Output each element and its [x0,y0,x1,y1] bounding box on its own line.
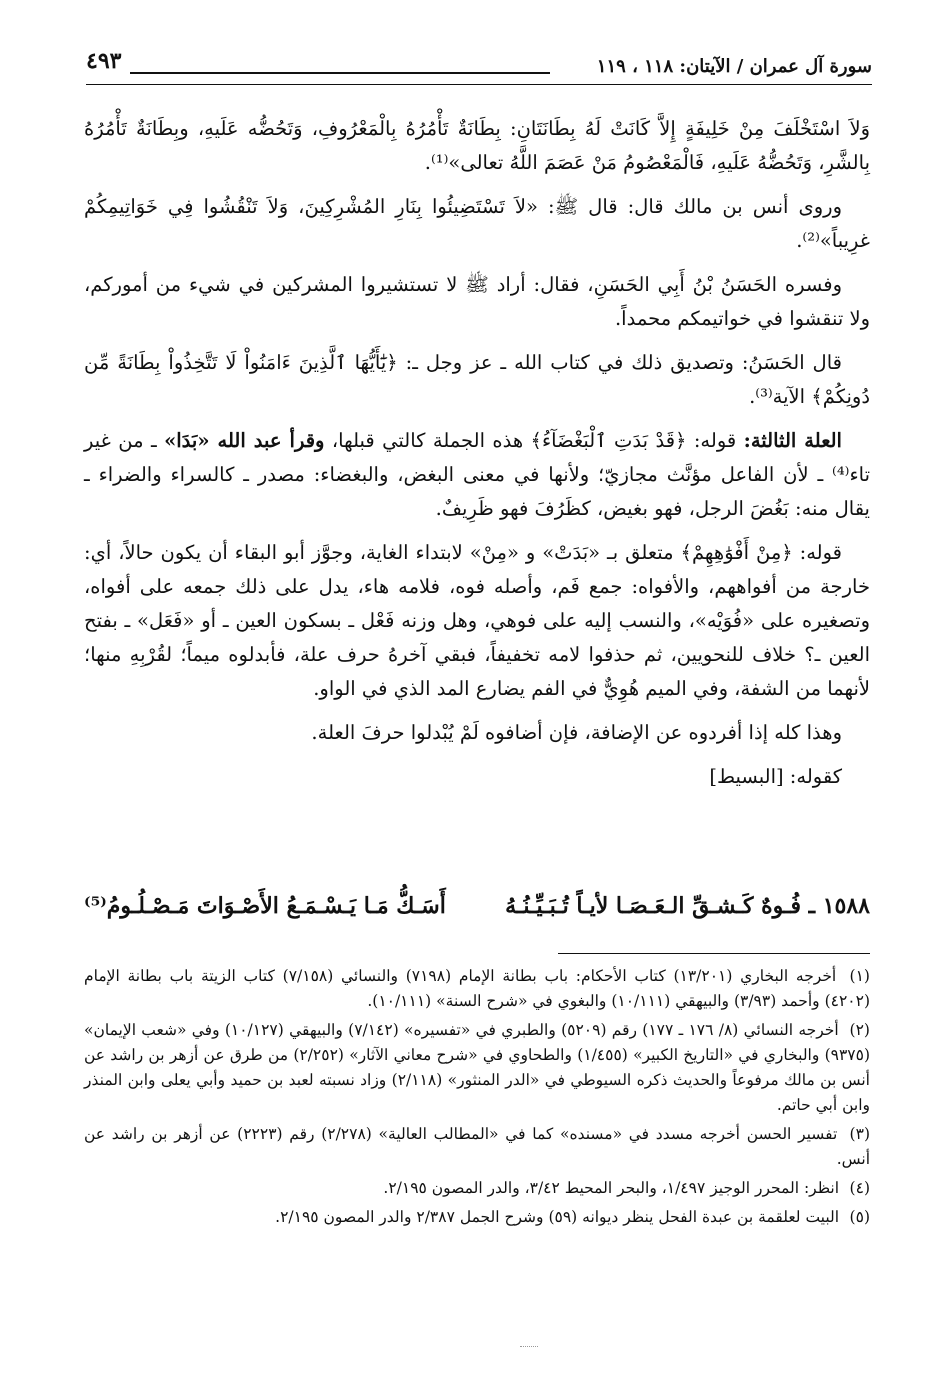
paragraph-anas-narration: وروى أنس بن مالك قال: قال ﷺ: «لاَ تَسْتَضِيئُوا بِنَارِ المُشْرِكِينَ، وَلاَ تَنْقُشُوا فِي خَوَاتِيمِكُمْ غرِيباً»⁽²⁾. [84,195,870,252]
main-text [84,112,870,804]
footnote-text: أخرجه البخاري (١٣/٢٠١) كتاب الأحكام: باب بطانة الإمام (٧١٩٨) والنسائي (٧/١٥٨) كتاب الزيتة باب بطانة الإمام (٤٢٠٢) وأحمد (٣/٩٣) والبيهقي (١٠/١١١) والبغوي في «شرح السنة» (١٠/١١١). [84,967,870,1010]
page-header [86,44,872,84]
paragraph-afwah: قوله: ﴿مِنْ أَفْوَٰهِهِمْ﴾ متعلق بـ «بَدَتْ» و «مِنْ» لابتداء الغاية، وجوَّز أبو البقاء أن يكون حالاً، أي: خارجة من أفواههم، والأفواه: جمع فَم، وأصله فوه، فلامه هاء، يدل على ذلك جمعه على أفواه، وتصغيره على «فُوَيْه»، والنسب إليه على فوهي، وهل وزنه فَعْل ـ بسكون العين ـ أو «فَعَل» ـ بفتح العين ـ؟ خلاف للنحويين، ثم حذفوا لامه تخفيفاً، فبقي آخرهُ حرف علة، فأبدلوه ميماً؛ لقُرْبِهِ منها؛ لأنهما من الشفة، وفي الميم هُوِيٌّ في الفم يضارع المد الذي في الواو. [84,541,870,700]
footnote-number: (١) [849,967,870,985]
footnote-number: (٤) [849,1179,870,1197]
footnote-3 [84,1122,870,1172]
footnote-text: أخرجه النسائي (٨/ ١٧٦ ـ ١٧٧) رقم (٥٢٠٩) والطبري في «تفسيره» (٧/١٤٢) والبيهقي (١٠/١٢٧) وفي «شعب الإيمان» (٩٣٧٥) والبخاري في «التاريخ الكبير» (١/٤٥٥) والطحاوي في «شرح معاني الآثار» (٢/٢٥٢) من طرق عن أزهر بن راشد عن أنس بن مالك مرفوعاً والحديث ذكره السيوطي في «الدر المنثور» (٢/١١٨) وزاد نسبته لعبد بن حميد وأبي يعلى وابن المنذر وابن أبي حاتم. [84,1021,870,1114]
poetry-verse [84,893,870,929]
page-bottom-mark [520,1346,538,1347]
header-rule [130,72,550,74]
footnote-number: (٢) [849,1021,870,1039]
footnote-separator [558,953,870,954]
footnote-4 [84,1176,870,1201]
paragraph-meter: كقوله: [البسيط] [709,765,842,788]
footnote-5 [84,1205,870,1230]
header-divider [86,84,872,85]
footnote-number: (٣) [849,1125,870,1143]
paragraph-idafa: وهذا كله إذا أفردوه عن الإضافة، فإن أضافوه لَمْ يُبْدلوا حرفَ العلة. [311,721,842,744]
footnote-1 [84,964,870,1014]
footnote-2 [84,1018,870,1118]
third-reason-continuation: ـ من غير تاء⁽⁴⁾ ـ لأن الفاعل مؤنَّث مجازيّ؛ ولأنها في معنى البغض، والبغضاء: مصدر ـ كالسراء والضراء ـ يقال منه: بَغُضَ الرجل، فهو بغيض، كظَرُفَ فهو ظَرِيفٌ. [84,429,870,520]
footnote-text: تفسير الحسن أخرجه مسدد في «مسنده» كما في «المطالب العالية» (٢/٢٧٨) رقم (٢٢٢٣) عن أزهر بن راشد عن أنس. [84,1125,870,1168]
paragraph-third-reason [84,424,870,526]
footnote-text: البيت لعلقمة بن عبدة الفحل ينظر ديوانه (٥٩) وشرح الجمل ٢/٣٨٧ والدر المصون ٢/١٩٥. [275,1208,840,1226]
running-title: سورة آل عمران / الآيتان: ١١٨ ، ١١٩ [596,56,872,77]
footnote-number: (٥) [849,1208,870,1226]
footnote-text: انظر: المحرر الوجيز ١/٤٩٧، والبحر المحيط ٣/٤٢، والدر المصون ٢/١٩٥. [383,1179,840,1197]
verse-first-hemistich: ١٥٨٨ ـ فُـوهٌ كَـشـقِّ الـعَـصَـا لأيـاً تُـبَـيِّـنُـهُ [505,893,870,919]
paragraph-hadith-continuation: وَلاَ اسْتَخْلَفَ مِنْ خَلِيفَةٍ إِلاَّ كَانَتْ لَهُ بِطَانَتَانِ: بِطَانَةٌ تَأْمُرُهُ بِالْمَعْرُوفِ، وَتَحُضُّه عَلَيهِ، وبِطَانَةٌ تَأْمُرُهُ بِالشَّرِ، وَتَحُضُّهُ عَلَيهِ، فَالْمَعْصُومُ مَنْ عَصَمَ اللَّهُ تعالى»⁽¹⁾. [84,117,870,174]
paragraph-hasan-verse: قال الحَسَنُ: وتصديق ذلك في كتاب الله ـ عز وجل ـ: ﴿يَٰٓأَيُّهَا ٱلَّذِينَ ءَامَنُواْ لَا تَتَّخِذُواْ بِطَانَةً مِّن دُونِكُمْ﴾ الآية⁽³⁾. [84,351,870,408]
section-lead: العلة الثالثة: [743,429,842,452]
page-number: ٤٩٣ [86,48,122,74]
footnotes [84,964,870,1234]
reading-note: وقرأ عبد الله «بَدَا» [164,429,325,452]
third-reason-text: قوله: ﴿قَدْ بَدَتِ ٱلْبَغْضَآءُ﴾ هذه الجملة كالتي قبلها، [331,429,737,452]
verse-second-hemistich: أَسَـكُّ مَـا يَـسْـمَـعُ الأَصْـوَاتَ مَـصْـلُـومُ⁽⁵⁾ [84,893,446,919]
paragraph-hasan-explanation: وفسره الحَسَنُ بْنُ أَبِي الحَسَنِ، فقال: أراد ﷺ لا تستشيروا المشركين في شيء من أموركم، ولا تنقشوا في خواتيمكم محمداً. [84,273,870,330]
